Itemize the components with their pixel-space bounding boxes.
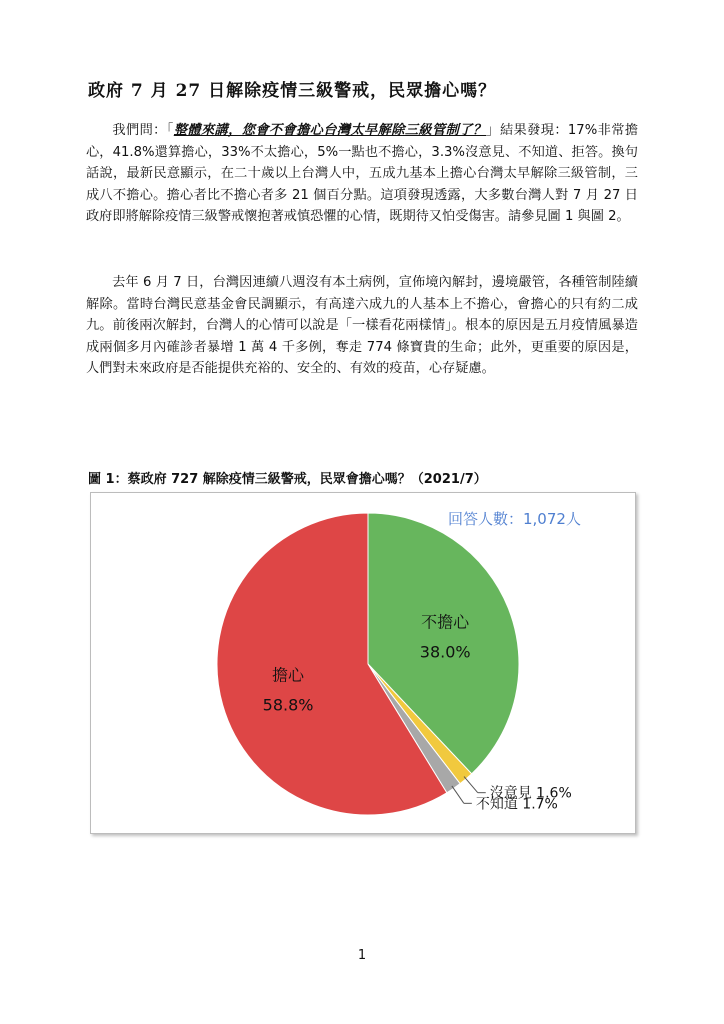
slice-value-3: 58.8% [262,695,314,715]
figure-caption: 圖 1：蔡政府 727 解除疫情三級警戒，民眾會擔心嗎？（2021/7） [88,472,487,487]
paragraph-2 [86,272,638,380]
page-number: 1 [357,948,367,963]
paragraph-1 [86,120,638,228]
leader-line-1 [464,777,478,793]
paragraph-1-prefix: 我們問：「 [112,123,174,138]
slice-value-0: 38.0% [419,642,471,662]
paragraph-1-body: 」結果發現：17%非常擔心，41.8%還算擔心，33%不太擔心，5%一點也不擔心，3.3%沒意見、不知道、拒答。換句話說，最新民意顯示，在二十歲以上台灣人中，五成九基本上擔心台灣太早解除三級管制，三成八不擔心。擔心者比不擔心者多 21 個百分點。這項發現透露，大多數台灣人對 7 月 27 日政府即將解除疫情三級警戒懷抱著戒慎恐懼的心情，既期待又怕受傷害。請參見圖 1 與圖 2。 [86,123,639,225]
document-title: 政府 7 月 27 日解除疫情三級警戒，民眾擔心嗎？ [88,81,497,101]
survey-question: 整體來講，您會不會擔心台灣太早解除三級管制了？ [173,123,487,138]
paragraph-2-body: 去年 6 月 7 日，台灣因連續八週沒有本土病例，宣佈境內解封，邊境嚴管，各種管制陸續解除。當時台灣民意基金會民調顯示，有高達六成九的人基本上不擔心，會擔心的只有約二成九。前後兩次解封，台灣人的心情可以說是「一樣看花兩樣情」。根本的原因是五月疫情風暴造成兩個多月內確診者暴增 1 萬 4 千多例，奪走 774 條寶貴的生命；此外，更重要的原因是，人們對未來政府是否能提供充裕的、安全的、有效的疫苗，心存疑慮。 [86,275,638,377]
pie-chart-figure [90,492,636,834]
respondents-annotation: 回答人數：1,072人 [448,510,581,528]
pie-chart [91,493,635,833]
slice-label-2: 不知道 1.7% [475,796,558,813]
slice-label-1: 沒意見 1.6% [489,785,572,802]
slice-label-0: 不擔心 [421,612,470,632]
slice-label-3: 擔心 [272,665,305,685]
leader-line-2 [452,786,464,803]
